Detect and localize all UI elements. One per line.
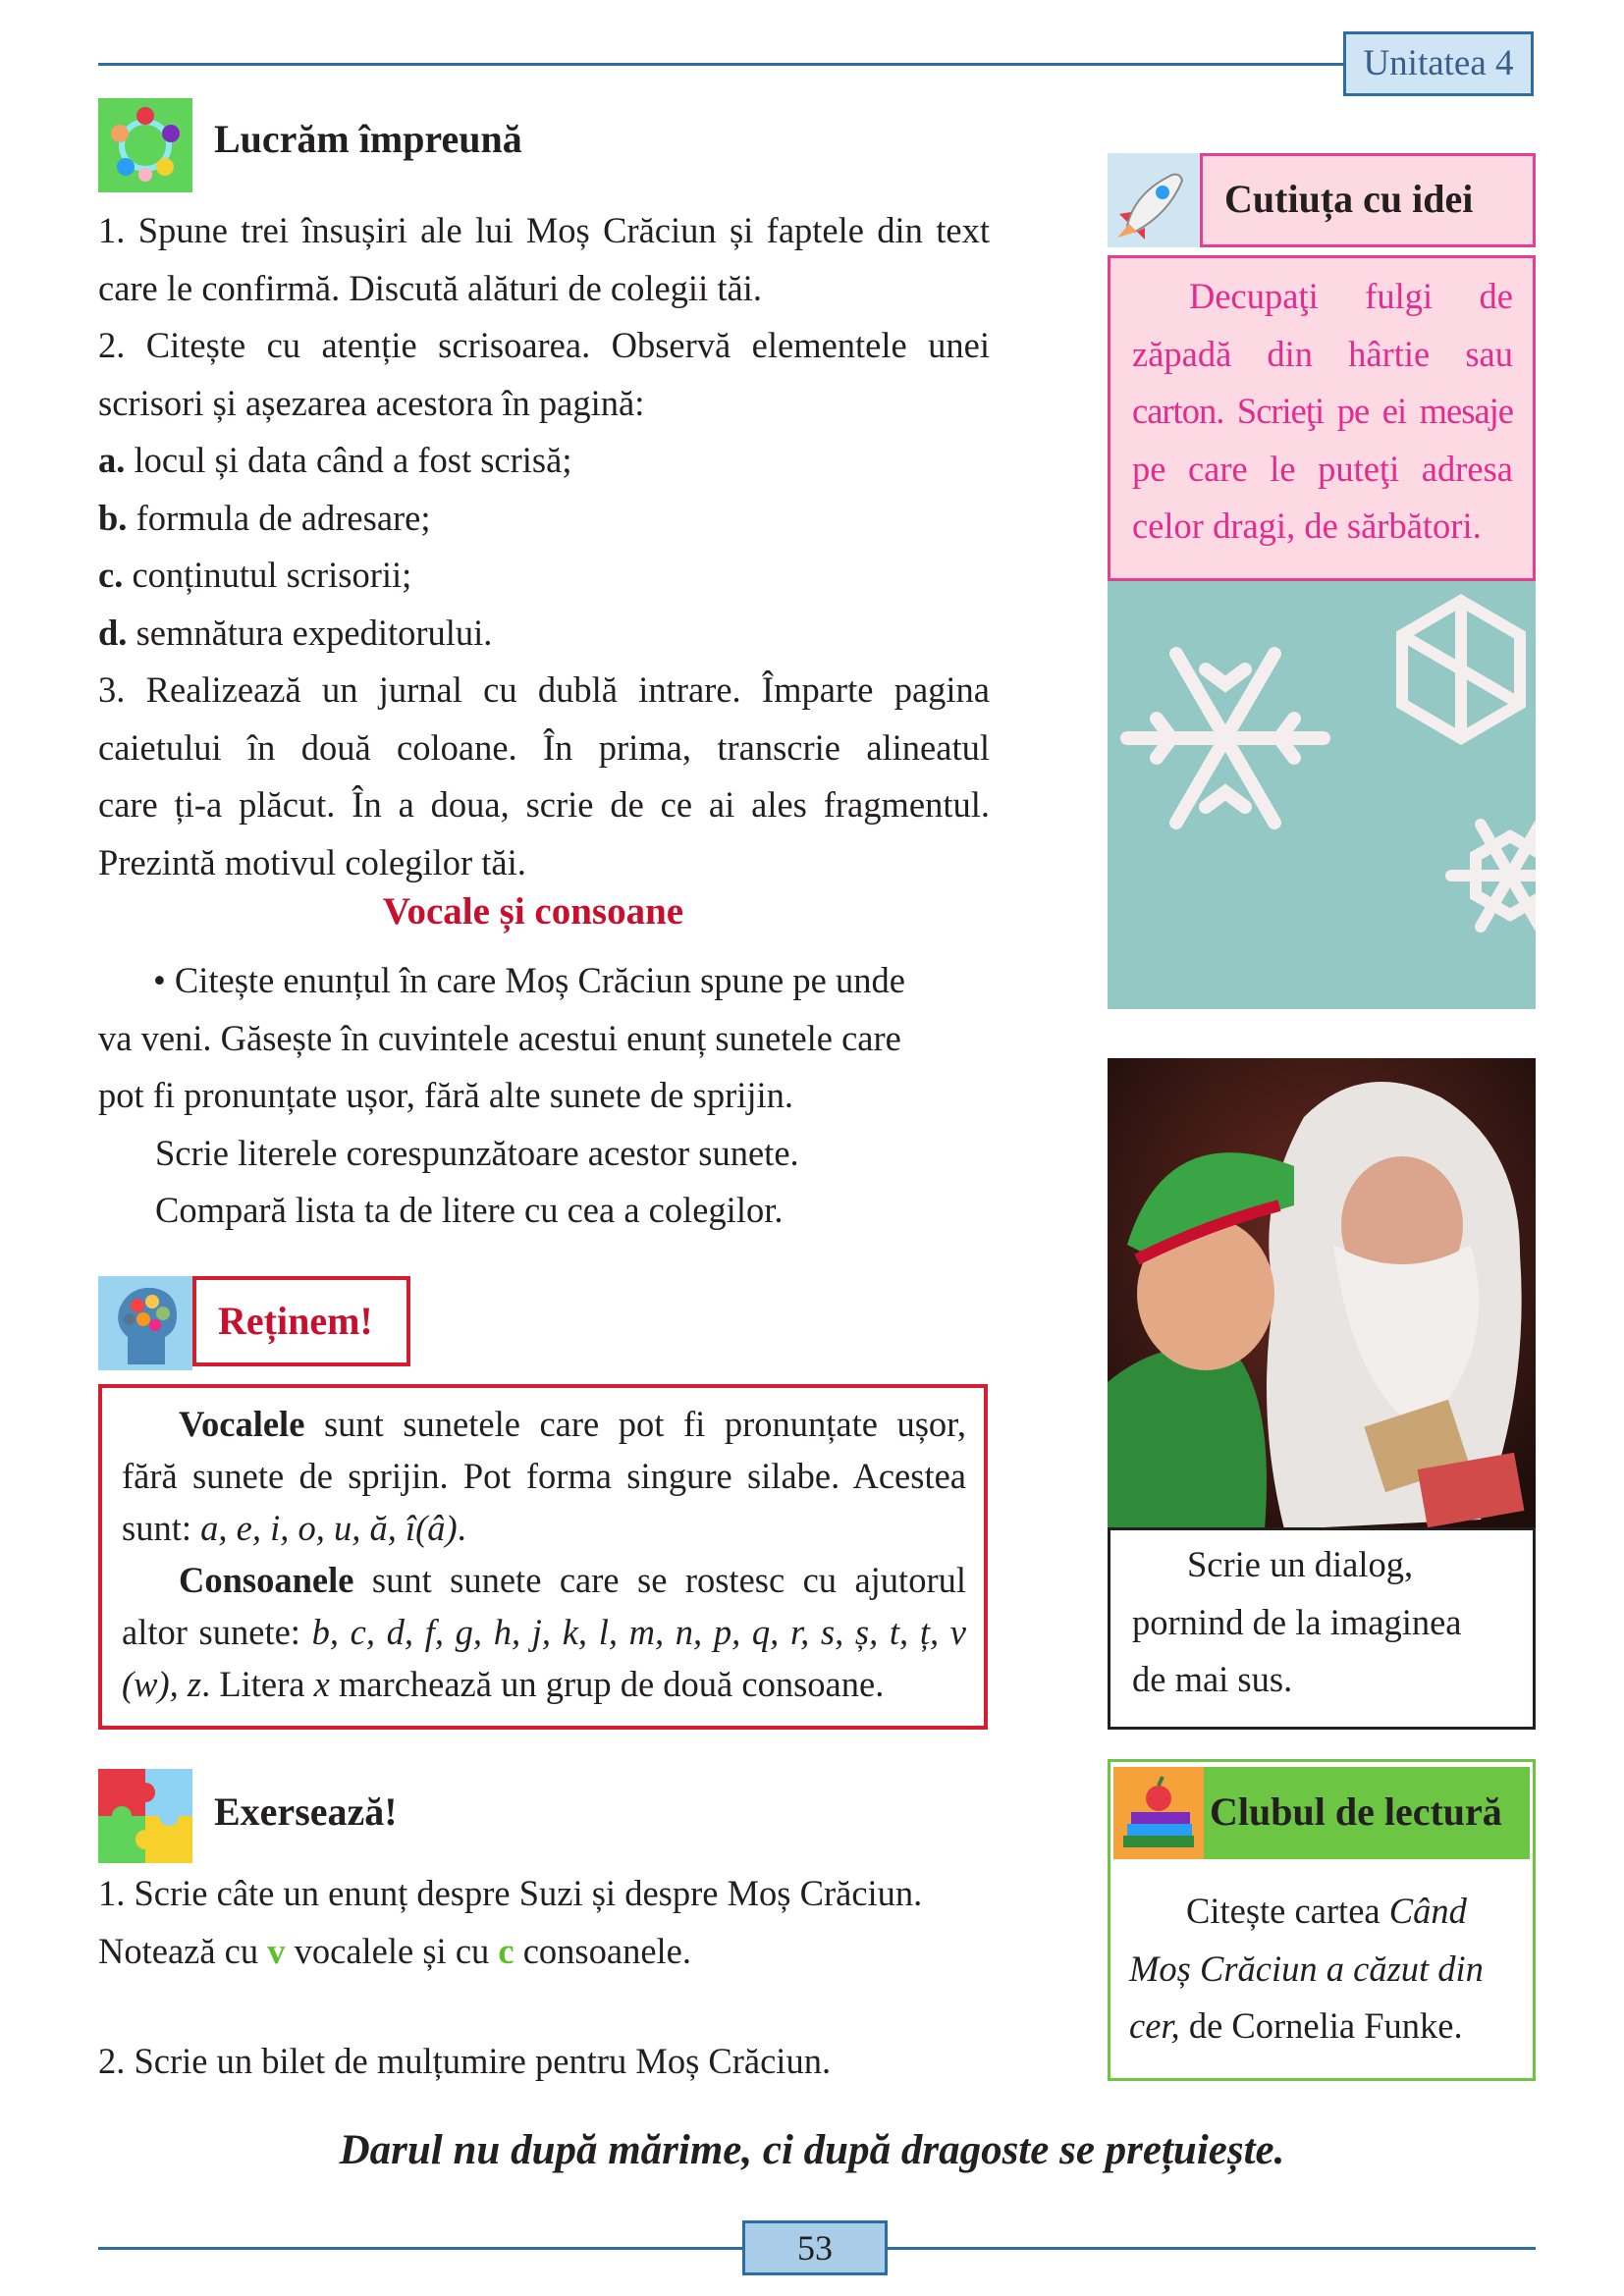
text-line: pe care le puteţi adresa <box>1132 448 1513 489</box>
text-line: pornind de la imaginea <box>1132 1601 1462 1642</box>
item-letter: c. <box>98 555 124 595</box>
text-span: Citește cartea <box>1186 1891 1389 1931</box>
book-title-part: cer, <box>1129 2005 1180 2046</box>
vocale-instructions <box>98 952 990 1240</box>
term-consoanele: Consoanele <box>179 1560 354 1600</box>
text-line: caietului în două coloane. În prima, transcrie alineatul <box>98 726 990 768</box>
item-text: semnătura expeditorului. <box>127 612 493 653</box>
consonant-marker: c <box>498 1930 514 1971</box>
exerseaza-tasks <box>98 1865 990 2091</box>
text-line: celor dragi, de sărbători. <box>1132 506 1482 546</box>
item-text: locul și data când a fost scrisă; <box>125 440 572 480</box>
text-span: . <box>457 1508 466 1548</box>
club-content <box>1129 1883 1512 2056</box>
item-letter: a. <box>98 440 126 480</box>
section-title-exerseaza: Exersează! <box>214 1789 398 1834</box>
item-text: conținutul scrisorii; <box>123 555 412 595</box>
section-title-club: Clubul de lectură <box>1210 1789 1502 1834</box>
text-line <box>122 1606 966 1658</box>
lucram-task-1 <box>98 202 990 891</box>
term-vocalele: Vocalele <box>179 1404 305 1444</box>
santa-elf-photo <box>1108 1058 1536 1529</box>
footer-rule-right <box>888 2247 1536 2250</box>
text-line <box>122 1658 966 1710</box>
text-line: 2. Citește cu atenție scrisoarea. Observă elementele unei <box>98 325 990 365</box>
teamwork-icon <box>98 98 192 192</box>
text-line <box>1129 1883 1512 1941</box>
text-span: altor sunete: <box>122 1612 312 1652</box>
motto: Darul nu după mărime, ci după dragoste se prețuiește. <box>339 2127 1285 2173</box>
text-line: de mai sus. <box>1132 1659 1293 1699</box>
puzzle-icon <box>98 1769 192 1863</box>
text-line: Compară lista ta de litere cu cea a colegilor. <box>155 1190 784 1230</box>
text-span: sunt: <box>122 1508 201 1548</box>
text-line: Prezintă motivul colegilor tăi. <box>98 841 526 882</box>
text-line: zăpadă din hârtie sau <box>1132 333 1513 374</box>
text-span: marchează un grup de două consoane. <box>329 1664 885 1704</box>
footer-rule-left <box>98 2247 742 2250</box>
text-line <box>1129 1998 1512 2056</box>
dialog-box <box>1108 1527 1536 1730</box>
text-span: vocalele și cu <box>285 1930 499 1971</box>
books-icon <box>1113 1767 1204 1859</box>
brain-icon <box>98 1276 192 1370</box>
consonant-list: b, c, d, f, g, h, j, k, l, m, n, p, q, r, s, ș, t, ț, v <box>311 1612 966 1652</box>
ideas-box <box>1108 255 1536 581</box>
text-span: . Litera <box>201 1664 314 1704</box>
text-span: sunt sunete care se rostesc cu ajutorul <box>353 1560 966 1600</box>
text-span: consoanele. <box>514 1930 692 1971</box>
text-line: care ți-a plăcut. În a doua, scrie de ce ai ales fragmentul. <box>98 784 990 825</box>
unit-label: Unitatea 4 <box>1343 31 1534 96</box>
retinem-content <box>122 1398 966 1710</box>
text-span: Notează cu <box>98 1930 268 1971</box>
header-rule <box>98 63 1345 66</box>
snowflakes-photo <box>1108 581 1536 1009</box>
consonant-list-end: (w), z <box>122 1664 202 1704</box>
text-span: sunt sunetele care pot fi pronunțate ușor, <box>304 1404 966 1444</box>
section-title-vocale: Vocale și consoane <box>382 890 684 933</box>
text-line: pot fi pronunțate ușor, fără alte sunete de sprijin. <box>98 1075 794 1115</box>
text-line: 1. Spune trei însușiri ale lui Moș Crăciun și faptele din text <box>98 210 990 250</box>
text-line: 1. Scrie câte un enunț despre Suzi și despre Moș Crăciun. <box>98 1873 923 1913</box>
text-line <box>98 1923 990 1981</box>
text-line: carton. Scrieţi pe ei mesaje <box>1132 391 1513 431</box>
text-line <box>122 1398 966 1450</box>
list-item <box>98 605 990 663</box>
list-item <box>98 432 990 490</box>
text-line: Scrie literele corespunzătoare acestor sunete. <box>155 1132 799 1173</box>
page-number: 53 <box>742 2220 888 2275</box>
text-line <box>122 1554 966 1606</box>
list-item <box>98 490 990 548</box>
vowel-list: a, e, i, o, u, ă, î(â) <box>200 1508 458 1548</box>
text-line: va veni. Găsește în cuvintele acestui enunț sunetele care <box>98 1017 901 1058</box>
item-letter: d. <box>98 612 128 653</box>
text-span: de Cornelia Funke. <box>1179 2005 1463 2046</box>
item-letter: b. <box>98 497 128 538</box>
section-title-lucram: Lucrăm împreună <box>214 117 522 161</box>
spacer <box>98 1980 990 2033</box>
text-line: • Citește enunțul în care Moș Crăciun spune pe unde <box>153 960 905 1000</box>
vowel-marker: v <box>267 1930 286 1971</box>
text-line: care le confirmă. Discută alături de colegii tăi. <box>98 267 762 308</box>
text-line: 2. Scrie un bilet de mulțumire pentru Moș Crăciun. <box>98 2041 832 2081</box>
text-line <box>122 1502 966 1554</box>
text-line: Scrie un dialog, <box>1187 1544 1414 1584</box>
rocket-icon <box>1108 153 1200 247</box>
book-title-part: Moș Crăciun a căzut din <box>1129 1948 1484 1989</box>
text-line: 3. Realizează un jurnal cu dublă intrare. Împarte pagina <box>98 669 990 710</box>
section-title-retinem: Reținem! <box>192 1276 410 1366</box>
section-title-cutiuta: Cutiuța cu idei <box>1200 153 1536 247</box>
letter-x: x <box>313 1664 330 1704</box>
text-line: fără sunete de sprijin. Pot forma singure silabe. Acestea <box>122 1456 966 1496</box>
text-line: Decupaţi fulgi de <box>1189 276 1513 316</box>
text-line: scrisori și așezarea acestora în pagină: <box>98 382 645 423</box>
book-title-part: Când <box>1388 1891 1467 1931</box>
list-item <box>98 547 990 605</box>
item-text: formula de adresare; <box>127 497 431 538</box>
